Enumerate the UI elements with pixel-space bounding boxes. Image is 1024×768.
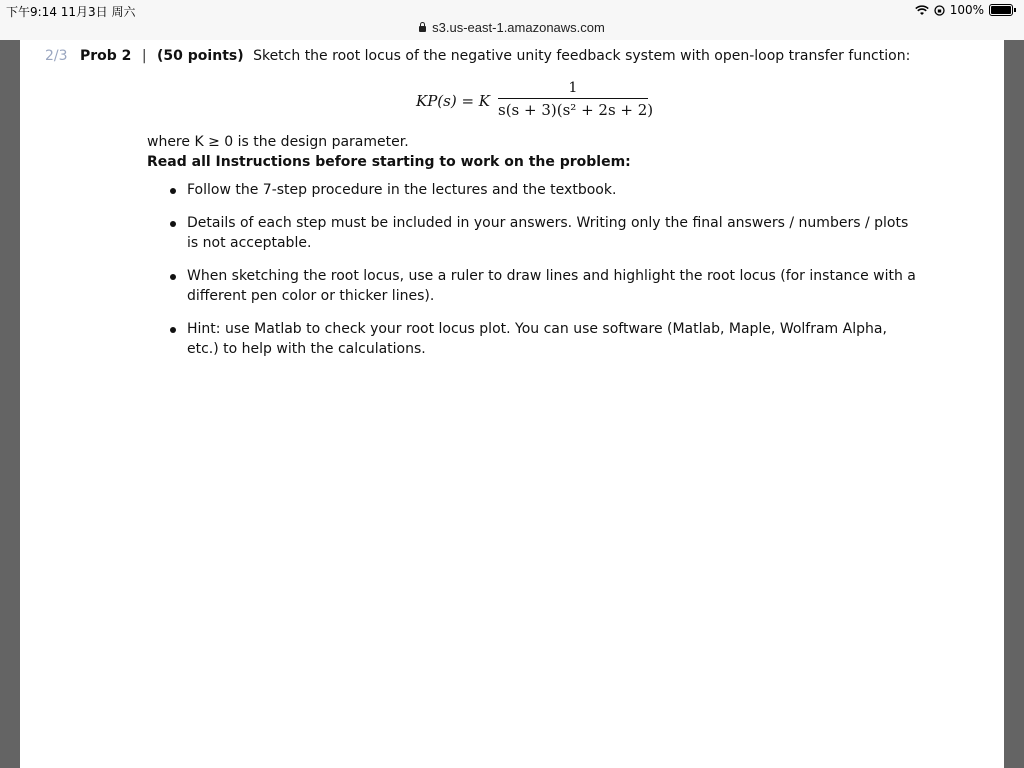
equation-numerator: 1 <box>568 80 578 96</box>
problem-header <box>45 48 910 64</box>
list-item: Follow the 7-step procedure in the lectures and the textbook. <box>170 180 918 200</box>
wifi-icon <box>915 5 929 16</box>
battery-icon <box>989 4 1013 16</box>
list-item: When sketching the root locus, use a ruler to draw lines and highlight the root locus (for instance with a different pen color or thicker lines). <box>170 266 918 306</box>
problem-label: Prob 2 <box>79 48 132 64</box>
battery-percent: 100% <box>949 3 984 17</box>
parameter-note: where K ≥ 0 is the design parameter. <box>147 134 409 150</box>
fraction-bar <box>498 98 648 99</box>
right-margin <box>1004 40 1024 768</box>
document-page <box>20 40 1004 768</box>
list-item: Hint: use Matlab to check your root locus plot. You can use software (Matlab, Maple, Wolfram Alpha, etc.) to help with the calculations. <box>170 319 918 359</box>
status-time-date: 下午9:14 11月3日 周六 <box>6 5 136 19</box>
instructions-title: Read all Instructions before starting to work on the problem: <box>147 154 631 170</box>
lock-icon <box>419 26 426 32</box>
status-bar <box>0 0 1024 20</box>
url-text: s3.us-east-1.amazonaws.com <box>432 20 605 35</box>
orientation-lock-icon <box>934 5 945 16</box>
left-margin <box>0 40 20 768</box>
equation-lhs: KP(s) = K <box>416 92 491 110</box>
problem-prompt: Sketch the root locus of the negative unity feedback system with open-loop transfer function: <box>253 48 911 64</box>
battery-cap-icon <box>1014 8 1016 12</box>
equation-denominator: s(s + 3)(s² + 2s + 2) <box>498 101 654 119</box>
status-indicators <box>915 3 1016 17</box>
points-label: (50 points) <box>157 48 244 64</box>
page-indicator: 2/3 <box>45 48 68 64</box>
separator: | <box>141 48 147 64</box>
equation-fraction <box>498 80 654 119</box>
address-bar[interactable] <box>0 20 1024 40</box>
instruction-list <box>170 180 918 372</box>
list-item: Details of each step must be included in your answers. Writing only the final answers / numbers / plots is not acceptable. <box>170 213 918 253</box>
